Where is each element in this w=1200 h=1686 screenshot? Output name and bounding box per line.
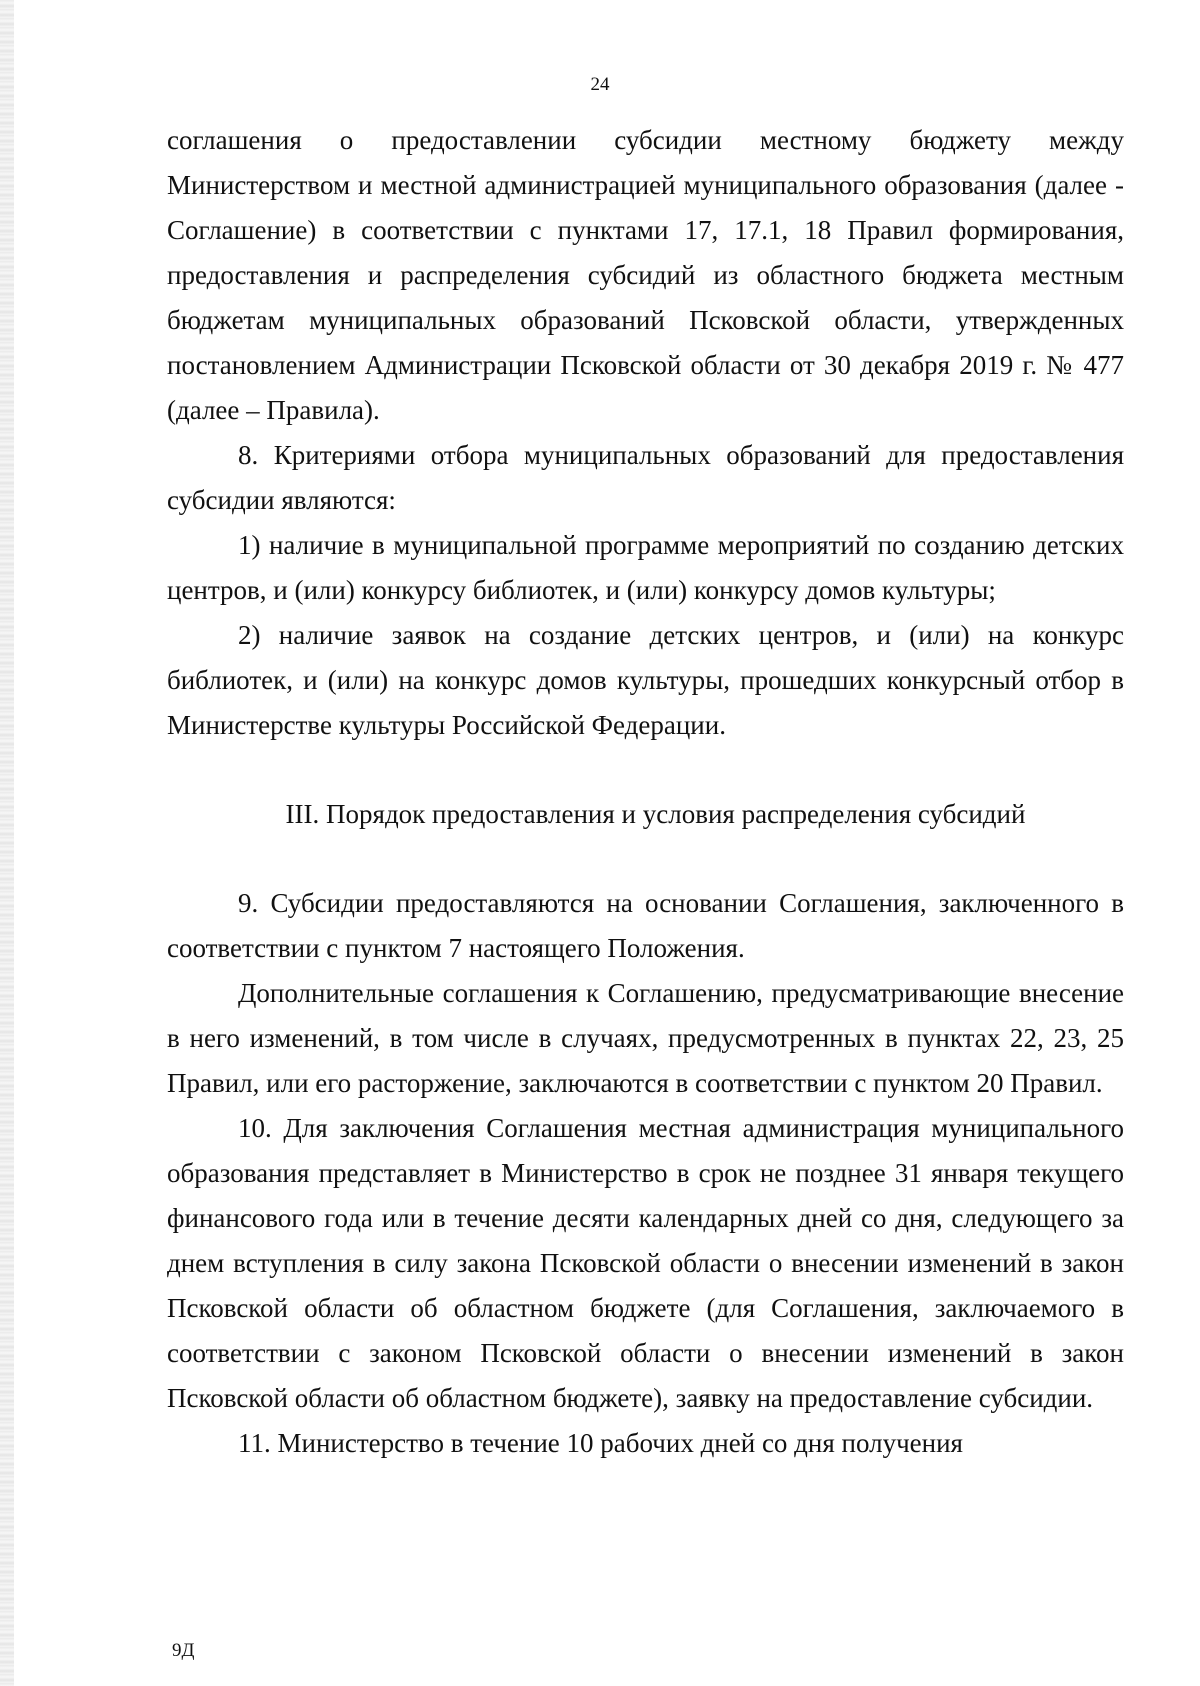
paragraph-item-11: 11. Министерство в течение 10 рабочих дней со дня получения bbox=[238, 1428, 963, 1458]
section-heading: III. Порядок предоставления и условия распределения субсидий bbox=[285, 799, 1026, 829]
paragraph-item-10: 10. Для заключения Соглашения местная администрация муниципального образования представляет в Министерство в срок не позднее 31 января текущего финансового года или в течение десяти календарных дней со дня, следующего за днем вступления в силу закона Псковской области о внесении изменений в закон Псковской области об областном бюджете (для Соглашения, заключаемого в соответствии с законом Псковской области о внесении изменений в закон Псковской области об областном бюджете), заявку на предоставление субсидии. bbox=[167, 1113, 1124, 1413]
page-number: 24 bbox=[590, 74, 610, 95]
paragraph-additional-agreements: Дополнительные соглашения к Соглашению, предусматривающие внесение в него изменений, в том числе в случаях, предусмотренных в пунктах 22, 23, 25 Правил, или его расторжение, заключаются в соответствии с пунктом 20 Правил. bbox=[167, 978, 1124, 1098]
footer-code: 9Д bbox=[172, 1640, 195, 1661]
paragraph-criterion-2: 2) наличие заявок на создание детских центров, и (или) на конкурс библиотек, и (или) на конкурс домов культуры, прошедших конкурсный отбор в Министерстве культуры Российской Федерации. bbox=[167, 620, 1124, 740]
paragraph-criterion-1: 1) наличие в муниципальной программе мероприятий по созданию детских центров, и (или) конкурсу библиотек, и (или) конкурсу домов культуры; bbox=[167, 530, 1124, 605]
paragraph-agreement-continuation: соглашения о предоставлении субсидии местному бюджету между Министерством и местной администрацией муниципального образования (далее - Соглашение) в соответствии с пунктами 17, 17.1, 18 Правил формирования, предоставления и распределения субсидий из областного бюджета местным бюджетам муниципальных образований Псковской области, утвержденных постановлением Администрации Псковской области от 30 декабря 2019 г. № 477 (далее – Правила). bbox=[167, 125, 1124, 425]
scan-edge bbox=[0, 0, 14, 1686]
paragraph-item-9: 9. Субсидии предоставляются на основании Соглашения, заключенного в соответствии с пунктом 7 настоящего Положения. bbox=[167, 888, 1124, 963]
paragraph-item-8: 8. Критериями отбора муниципальных образований для предоставления субсидии являются: bbox=[167, 440, 1124, 515]
document-body bbox=[167, 118, 1124, 1466]
